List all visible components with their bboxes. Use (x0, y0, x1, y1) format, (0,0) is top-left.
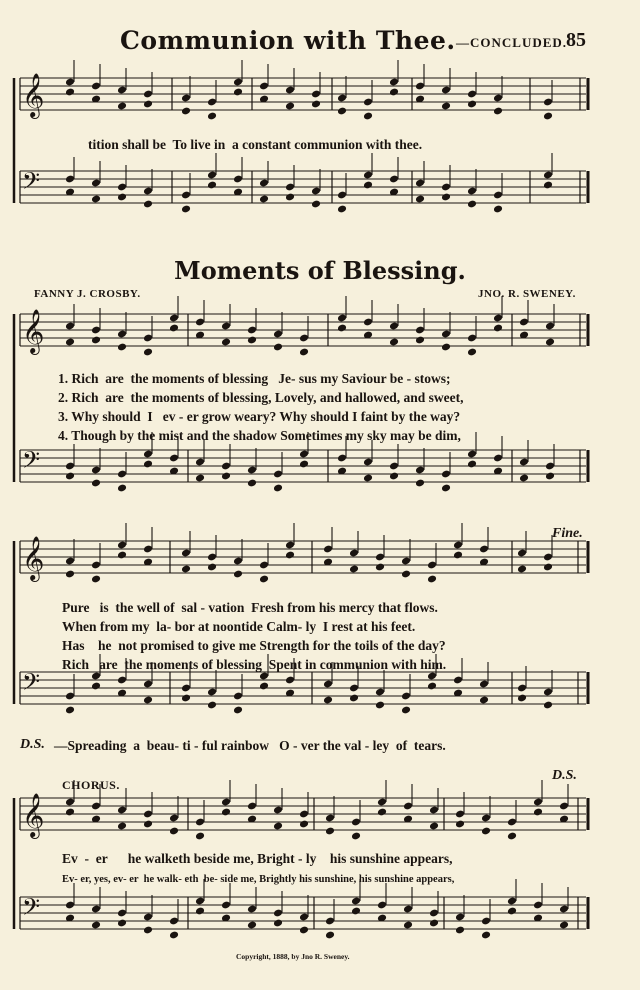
page-number: 85 (566, 29, 586, 51)
verse-b-1: Pure is the well of sal - vation Fresh from his mercy that flows. (62, 600, 438, 615)
chorus-bass-lyric: Ev- er, yes, ev- er he walk- eth be- side me, Brightly his sunshine, his sunshine appears, (62, 874, 455, 885)
svg-text:𝄞: 𝄞 (22, 309, 45, 353)
chorus-lyric: Ev - er he walketh beside me, Bright - ly his sunshine appears, (62, 851, 453, 866)
svg-text:𝄢: 𝄢 (22, 668, 41, 701)
copyright: Copyright, 1888, by Jno R. Sweney. (236, 952, 350, 961)
fine-label: Fine. (552, 526, 583, 541)
header-concluded: —CONCLUDED. (456, 35, 568, 50)
svg-text:𝄢: 𝄢 (22, 167, 41, 200)
svg-text:𝄞: 𝄞 (22, 73, 45, 117)
ds-label: D.S. (20, 737, 45, 752)
svg-text:𝄢: 𝄢 (22, 446, 41, 479)
verse-b-2: When from my la- bor at noontide Calm- ly I rest at his feet. (62, 619, 416, 634)
verse-b-4: Rich are the moments of blessing Spent in communion with him. (62, 657, 447, 672)
verse-a-1: 1. Rich are the moments of blessing Je- sus my Saviour be - stows; (58, 371, 451, 386)
svg-text:𝄞: 𝄞 (22, 793, 45, 837)
song-author: FANNY J. CROSBY. (34, 288, 141, 300)
svg-text:𝄢: 𝄢 (22, 893, 41, 926)
song-composer: JNO. R. SWENEY. (478, 288, 576, 300)
verse-a-2: 2. Rich are the moments of blessing, Lovely, and hallowed, and sweet, (58, 390, 464, 405)
chorus-label: CHORUS. (62, 778, 120, 792)
header-title: Communion with Thee. (120, 26, 456, 55)
top-song-lyric: tition shall be To live in a constant communion with thee. (88, 137, 423, 152)
ds-label-chorus: D.S. (552, 768, 577, 783)
verse-b-3: Has he not promised to give me Strength for the toils of the day? (62, 638, 446, 653)
svg-text:𝄞: 𝄞 (22, 536, 45, 580)
song-title: Moments of Blessing. (174, 256, 466, 285)
verse-a-4: 4. Though by the mist and the shadow Sometimes my sky may be dim, (58, 428, 461, 443)
verse-a-3: 3. Why should I ev - er grow weary? Why should I faint by the way? (58, 409, 461, 424)
ds-text: —Spreading a beau- ti - ful rainbow O - ver the val - ley of tears. (54, 738, 446, 753)
